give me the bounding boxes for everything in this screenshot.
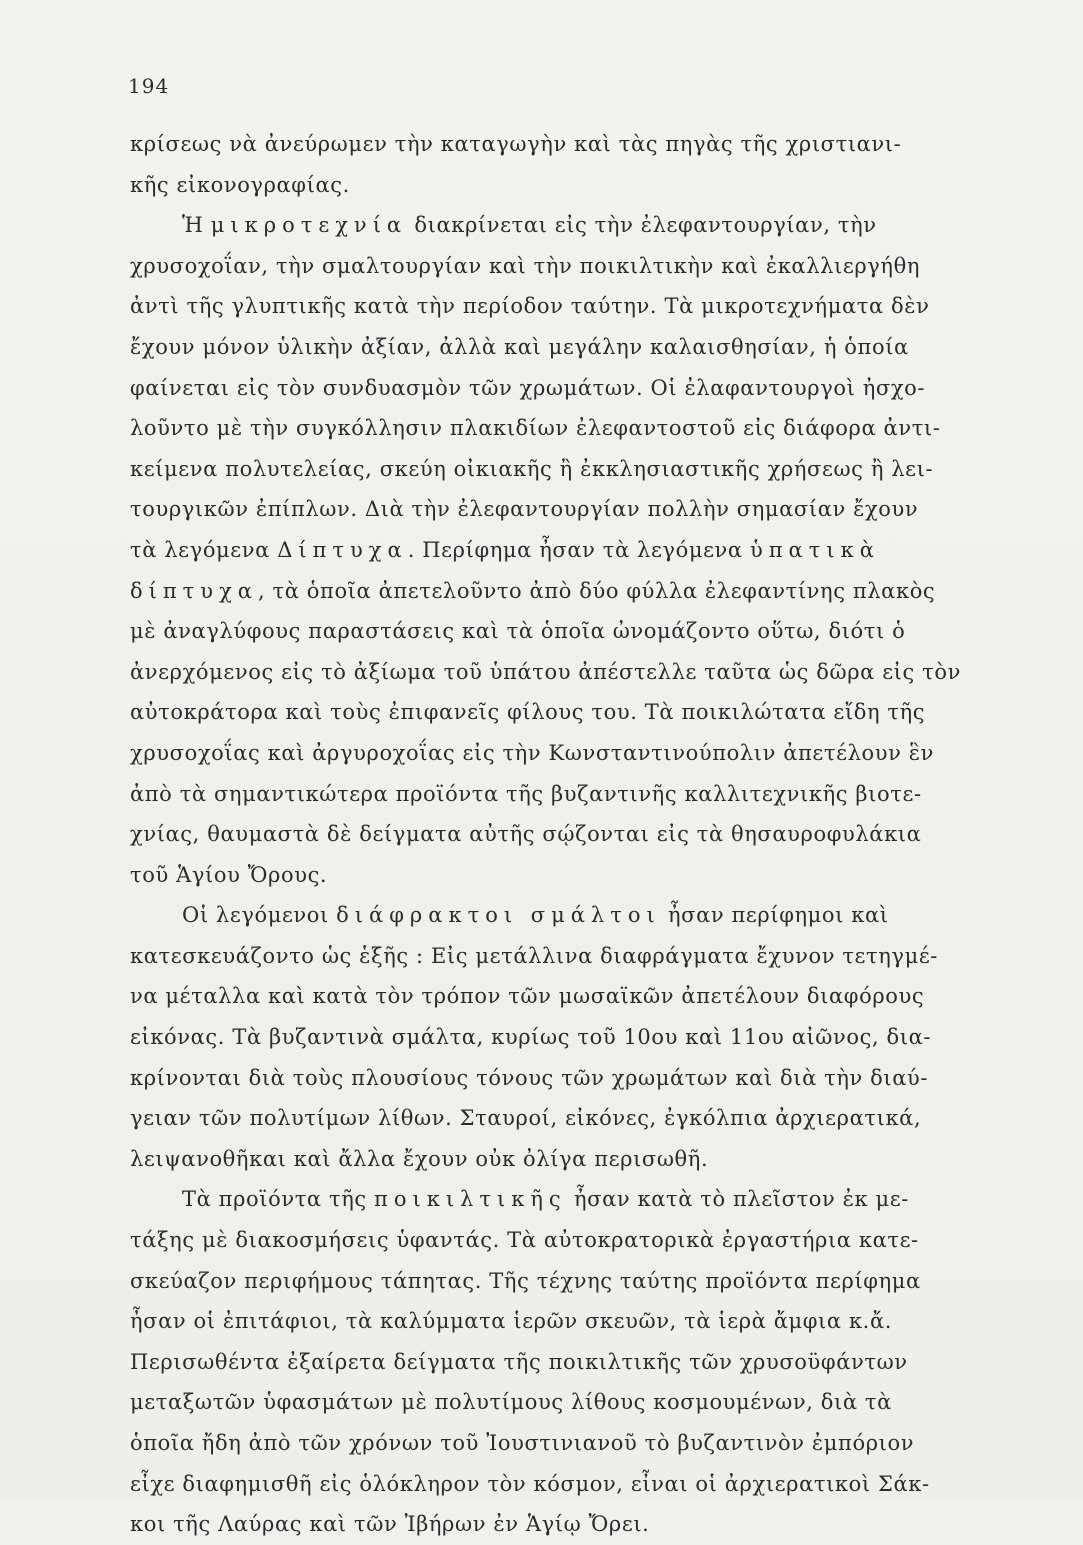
- text-line: [130, 530, 980, 571]
- text-segment: μεταξωτῶν ὑφασμάτων μὲ πολυτίμους λίθους κοσμουμένων, διὰ τὰ: [130, 1390, 892, 1415]
- text-line: [130, 733, 980, 774]
- text-segment: ἦσαν περίφημοι καὶ: [660, 903, 889, 928]
- text-line: [130, 286, 980, 327]
- text-line: [130, 774, 980, 815]
- text-segment: διακρίνεται εἰς τὴν ἐλεφαντουργίαν, τὴν: [407, 213, 877, 238]
- spaced-term: Δίπτυχα: [277, 537, 408, 562]
- text-segment: μὲ ἀναγλύφους παραστάσεις καὶ τὰ ὁποῖα ὠνομάζοντο οὕτω, διότι ὁ: [130, 619, 906, 644]
- text-segment: ἀπὸ τὰ σημαντικώτερα προϊόντα τῆς βυζαντινῆς καλλιτεχνικῆς βιοτε-: [130, 781, 922, 806]
- text-segment: αὐτοκράτορα καὶ τοὺς ἐπιφανεῖς φίλους του. Τὰ ποικιλώτατα εἴδη τῆς: [130, 700, 926, 725]
- text-line: [130, 205, 980, 246]
- text-line: [130, 1301, 980, 1342]
- text-line: [130, 246, 980, 287]
- text-segment: ἦσαν κατὰ τὸ πλεῖστον ἐκ με-: [566, 1187, 909, 1212]
- text-segment: κείμενα πολυτελείας, σκεύη οἰκιακῆς ἢ ἐκκλησιαστικῆς χρήσεως ἢ λει-: [130, 456, 934, 481]
- text-line: [130, 1017, 980, 1058]
- text-line: [130, 1098, 980, 1139]
- text-segment: Ἡ: [182, 213, 211, 238]
- text-segment: . Περίφημα ἦσαν τὰ λεγόμενα: [407, 537, 750, 562]
- text-segment: χνίας, θαυμαστὰ δὲ δείγματα αὐτῆς σῴζονται εἰς τὰ θησαυροφυλάκια: [130, 822, 922, 847]
- text-line: [130, 571, 980, 612]
- text-segment: τουργικῶν ἐπίπλων. Διὰ τὴν ἐλεφαντουργίαν πολλὴν σημασίαν ἔχουν: [130, 497, 919, 522]
- text-segment: χρυσοχοΐαν, τὴν σμαλτουργίαν καὶ τὴν ποικιλτικὴν καὶ ἐκαλλιεργήθη: [130, 253, 921, 278]
- text-segment: κῆς εἰκονογραφίας.: [130, 172, 350, 197]
- text-line: [130, 976, 980, 1017]
- text-segment: εἰκόνας. Τὰ βυζαντινὰ σμάλτα, κυρίως τοῦ 10ου καὶ 11ου αἰῶνος, δια-: [130, 1025, 932, 1050]
- text-segment: τοῦ Ἁγίου Ὄρους.: [130, 862, 328, 887]
- text-segment: φαίνεται εἰς τὸν συνδυασμὸν τῶν χρωμάτων. Οἱ ἐλαφαντουργοὶ ἠσχο-: [130, 375, 926, 400]
- text-line: [130, 1464, 980, 1505]
- text-line: [130, 408, 980, 449]
- text-line: [130, 1139, 980, 1180]
- text-line: [130, 1423, 980, 1464]
- text-line: [130, 692, 980, 733]
- body-text: [130, 124, 980, 1545]
- text-line: [130, 1058, 980, 1099]
- text-segment: ἦσαν οἱ ἐπιτάφιοι, τὰ καλύμματα ἱερῶν σκευῶν, τὰ ἱερὰ ἄμφια κ.ἄ.: [130, 1309, 893, 1334]
- text-segment: ἔχουν μόνον ὑλικὴν ἀξίαν, ἀλλὰ καὶ μεγάλην καλαισθησίαν, ἡ ὁποία: [130, 334, 909, 359]
- text-line: [130, 124, 980, 165]
- page-number: 194: [128, 74, 170, 98]
- text-segment: Περισωθέντα ἐξαίρετα δείγματα τῆς ποικιλτικῆς τῶν χρυσοϋφάντων: [130, 1349, 908, 1374]
- text-line: [130, 652, 980, 693]
- text-segment: τάξης μὲ διακοσμήσεις ὑφαντάς. Τὰ αὐτοκρατορικὰ ἐργαστήρια κατε-: [130, 1228, 919, 1253]
- text-segment: γειαν τῶν πολυτίμων λίθων. Σταυροί, εἰκόνες, ἐγκόλπια ἀρχιερατικά,: [130, 1106, 922, 1131]
- text-segment: εἶχε διαφημισθῆ εἰς ὁλόκληρον τὸν κόσμον, εἶναι οἱ ἀρχιερατικοὶ Σάκ-: [130, 1471, 930, 1496]
- text-segment: , τὰ ὁποῖα ἀπετελοῦντο ἀπὸ δύο φύλλα ἐλεφαντίνης πλακὸς: [257, 578, 936, 603]
- text-line: [130, 1220, 980, 1261]
- text-segment: ἀνερχόμενος εἰς τὸ ἀξίωμα τοῦ ὑπάτου ἀπέστελλε ταῦτα ὡς δῶρα εἰς τὸν: [130, 659, 961, 684]
- text-segment: χρυσοχοΐας καὶ ἀργυροχοΐας εἰς τὴν Κωνσταντινούπολιν ἀπετέλουν ἓν: [130, 740, 934, 765]
- text-segment: ἀντὶ τῆς γλυπτικῆς κατὰ τὴν περίοδον ταύτην. Τὰ μικροτεχνήματα δὲν: [130, 294, 930, 319]
- text-line: [130, 895, 980, 936]
- text-line: [130, 814, 980, 855]
- text-line: [130, 368, 980, 409]
- text-segment: κρίσεως νὰ ἀνεύρωμεν τὴν καταγωγὴν καὶ τὰς πηγὰς τῆς χριστιανι-: [130, 132, 902, 156]
- spaced-term: μικροτεχνία: [210, 213, 408, 238]
- text-segment: τὰ λεγόμενα: [130, 537, 278, 562]
- text-segment: ὁποῖα ἤδη ἀπὸ τῶν χρόνων τοῦ Ἰουστινιανοῦ τὸ βυζαντινὸν ἐμπόριον: [130, 1431, 915, 1455]
- text-line: [130, 1504, 980, 1545]
- text-line: [130, 489, 980, 530]
- text-line: [130, 936, 980, 977]
- spaced-term: ποικιλτικῆς: [374, 1187, 567, 1212]
- text-line: [130, 1261, 980, 1302]
- text-segment: λοῦντο μὲ τὴν συγκόλλησιν πλακιδίων ἐλεφαντοστοῦ εἰς διάφορα ἀντι-: [130, 416, 941, 441]
- text-segment: σκεύαζον περιφήμους τάπητας. Τῆς τέχνης ταύτης προϊόντα περίφημα: [130, 1268, 921, 1293]
- text-segment: κρίνονται διὰ τοὺς πλουσίους τόνους τῶν χρωμάτων καὶ διὰ τὴν διαύ-: [130, 1065, 929, 1090]
- text-line: [130, 327, 980, 368]
- text-segment: να μέταλλα καὶ κατὰ τὸν τρόπον τῶν μωσαϊκῶν ἀπετέλουν διαφόρους: [130, 984, 925, 1009]
- text-line: [130, 1179, 980, 1220]
- text-line: [130, 611, 980, 652]
- text-segment: κοι τῆς Λαύρας καὶ τῶν Ἰβήρων ἐν Ἁγίῳ Ὄρει.: [130, 1512, 650, 1537]
- text-segment: Οἱ λεγόμενοι: [182, 903, 337, 928]
- text-line: [130, 1342, 980, 1383]
- text-segment: λειψανοθῆκαι καὶ ἄλλα ἔχουν οὐκ ὀλίγα περισωθῆ.: [130, 1146, 709, 1171]
- spaced-term: διάφρακτοι σμάλτοι: [336, 903, 661, 928]
- text-segment: κατεσκευάζοντο ὡς ἑξῆς : Εἰς μετάλλινα διαφράγματα ἔχυνον τετηγμέ-: [130, 943, 939, 968]
- spaced-term: δίπτυχα: [130, 578, 258, 603]
- spaced-term: ὑπατικὰ: [749, 537, 880, 562]
- text-line: [130, 1382, 980, 1423]
- text-line: [130, 449, 980, 490]
- text-segment: Τὰ προϊόντα τῆς: [182, 1187, 375, 1212]
- text-line: [130, 855, 980, 896]
- text-line: [130, 165, 980, 206]
